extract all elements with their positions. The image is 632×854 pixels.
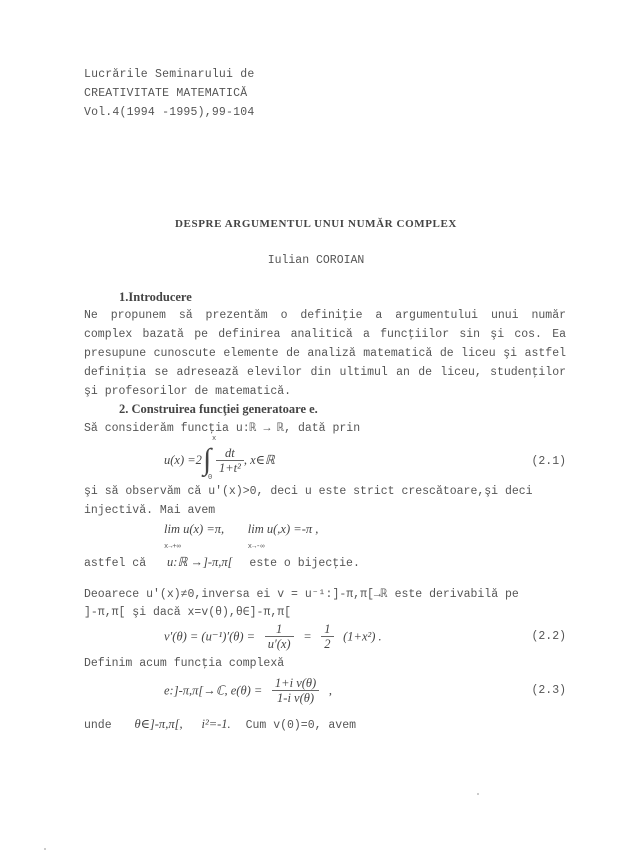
paper-title: DESPRE ARGUMENTUL UNUI NUMĂR COMPLEX	[175, 218, 457, 230]
journal-name: Lucrările Seminarului de	[84, 68, 255, 81]
scan-speck	[44, 848, 46, 850]
where-i: i²=-1.	[201, 717, 231, 731]
bijection-suffix: este o bijecţie.	[249, 557, 360, 570]
bijection-map: u:ℝ →]-π,π[	[167, 555, 233, 569]
eq1-domain: , x∈ℝ	[243, 453, 275, 468]
integral-upper-limit: x	[211, 435, 217, 443]
where-suffix: Cum v(0)=0, avem	[245, 719, 357, 732]
section-heading-intro: 1.Introducere	[119, 290, 192, 304]
limit-plus-infinity: lim u(x) =π,	[164, 522, 225, 536]
text-injective: injectivă. Mai avem	[84, 504, 216, 517]
bijection-line	[84, 554, 360, 570]
eq3-numerator: 1+i v(θ)	[272, 676, 319, 691]
where-line	[84, 716, 356, 732]
equation-number-2-2: (2.2)	[531, 630, 566, 643]
eq1-fraction	[216, 446, 244, 475]
paper-author: Iulian COROIAN	[267, 254, 365, 267]
eq2-num1: 1	[265, 622, 294, 637]
scan-speck	[477, 793, 479, 795]
limit-sub-plus: x→+∞	[164, 543, 181, 551]
eq2-fraction-1	[265, 622, 294, 651]
where-theta: θ∈]-π,π[,	[134, 717, 183, 731]
integral-sign: ∫ x 0	[202, 435, 217, 482]
eq2-equals: =	[303, 629, 312, 644]
eq2-lhs: v′(θ) = (u⁻¹)′(θ) =	[164, 629, 256, 644]
text-define: Definim acum funcţia complexă	[84, 657, 285, 670]
eq3-fraction	[272, 676, 319, 705]
where-prefix: unde	[84, 719, 112, 732]
equation-2-3	[164, 676, 332, 705]
equation-2-2	[164, 622, 382, 651]
section-heading-generator: 2. Construirea funcţiei generatoare e.	[119, 402, 318, 416]
eq2-tail: (1+x²) .	[343, 629, 382, 644]
text-consider: Să considerăm funcţia u:ℝ → ℝ, dată prin	[84, 422, 361, 435]
journal-volume: Vol.4(1994 -1995),99-104	[84, 106, 255, 119]
eq2-den1: u′(x)	[267, 637, 291, 651]
limits-line	[164, 520, 318, 556]
journal-subtitle: CREATIVITATE MATEMATICĂ	[84, 87, 248, 100]
intro-paragraph: Ne propunem să prezentăm o definiţie a argumentului unui număr complex bazată pe definirea analitică a funcţiilor sin şi cos. Ea presupune cunoscute elemente de analiză matematică de liceu şi astfel definiţia se adresează elevilor din ultimul an de liceu, studenţilor şi profesorilor de matematică.	[84, 309, 566, 398]
eq2-num2: 1	[321, 622, 333, 637]
integral-lower-limit: 0	[207, 474, 213, 482]
text-interval: ]-π,π[ şi dacă x=v(θ),θ∈]-π,π[	[84, 606, 292, 619]
text-since: Deoarece u'(x)≠0,inversa ei v = u⁻¹:]-π,π[→ℝ este derivabilă pe	[84, 588, 519, 601]
eq3-lhs: e:]-π,π[→ℂ, e(θ) =	[164, 683, 263, 698]
eq2-den2: 2	[324, 637, 331, 651]
bijection-prefix: astfel că	[84, 557, 147, 570]
eq3-tail: ,	[328, 683, 332, 698]
text-observe: şi să observăm că u'(x)>0, deci u este strict crescătoare,şi deci	[84, 485, 533, 498]
limit-minus-infinity: lim u(,x) =-π ,	[247, 522, 319, 536]
eq1-numerator: dt	[216, 446, 244, 461]
eq3-denominator: 1-i v(θ)	[277, 691, 315, 705]
eq1-lhs: u(x) =2	[164, 453, 202, 468]
eq1-denominator: 1+t²	[218, 460, 241, 475]
eq2-fraction-2	[321, 622, 333, 651]
equation-number-2-1: (2.1)	[531, 455, 566, 468]
limit-sub-minus: x→-∞	[247, 543, 265, 551]
equation-2-1	[164, 435, 275, 482]
equation-number-2-3: (2.3)	[531, 684, 566, 697]
